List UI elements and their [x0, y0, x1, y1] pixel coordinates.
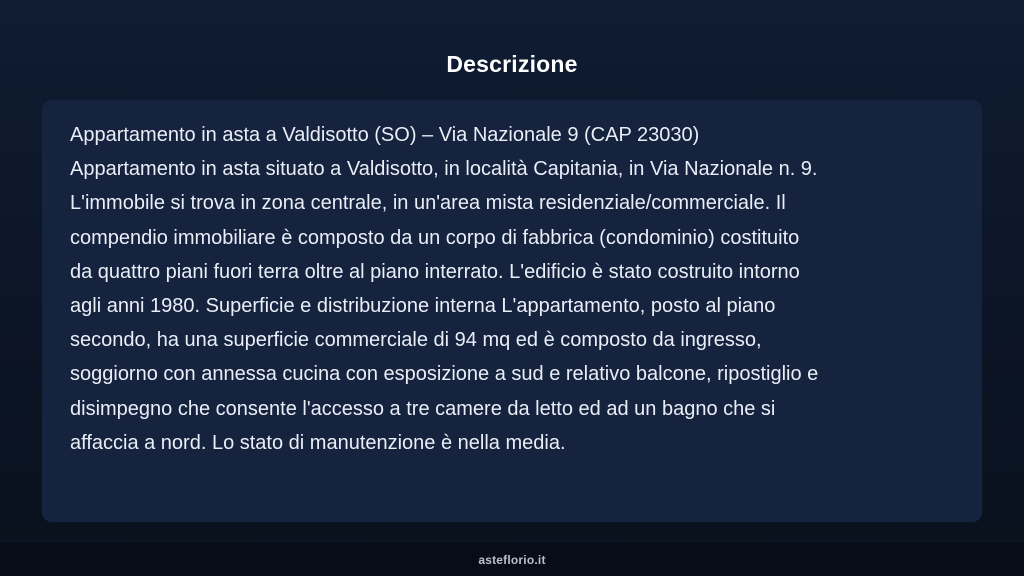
footer-site-name: asteflorio.it	[478, 552, 546, 567]
page-title: Descrizione	[446, 51, 578, 77]
description-card	[42, 100, 982, 522]
description-text: Appartamento in asta a Valdisotto (SO) – Via Nazionale 9 (CAP 23030) Appartamento in asta situato a Valdisotto, in località Capitania, in Via Nazionale n. 9. L'immobile si trova in zona centrale, in un'area mista residenziale/commerciale. Il compendio immobiliare è composto da un corpo di fabbrica (condominio) costituito da quattro piani fuori terra oltre al piano interrato. L'edificio è stato costruito intorno agli anni 1980. Superficie e distribuzione interna L'appartamento, posto al piano secondo, ha una superficie commerciale di 94 mq ed è composto da ingresso, soggiorno con annessa cucina con esposizione a sud e relativo balcone, ripostiglio e disimpegno che consente l'accesso a tre camere da letto ed ad un bagno che si affaccia a nord. Lo stato di manutenzione è nella media.	[70, 124, 819, 454]
footer-bar	[0, 543, 1024, 576]
